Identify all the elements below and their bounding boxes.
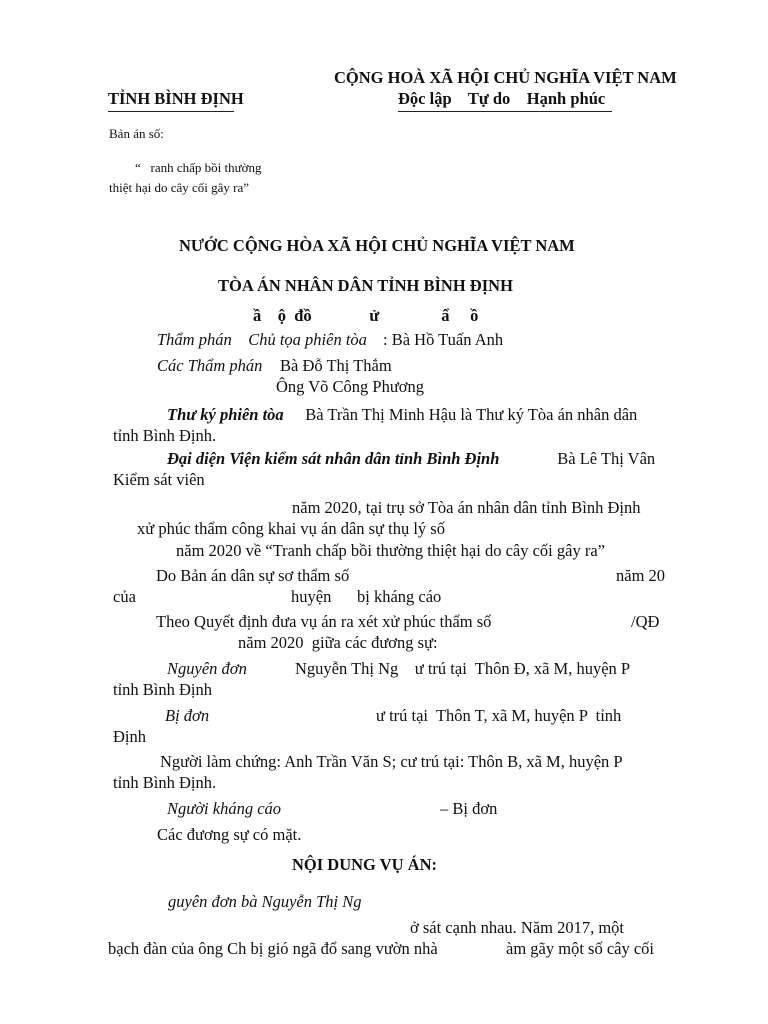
republic-header: CỘNG HOÀ XÃ HỘI CHỦ NGHĨA VIỆT NAM	[334, 68, 677, 87]
judge-2: Bà Đỗ Thị Thắm	[280, 356, 392, 375]
content-line-2: ở sát cạnh nhau. Năm 2017, một	[410, 918, 625, 937]
presiding-judge-value: : Bà Hồ Tuấn Anh	[383, 330, 504, 349]
plaintiff-value: Nguyễn Thị Ng ư trú tại Thôn Đ, xã M, huyện P	[295, 659, 631, 678]
paragraph-2-line-1a: Do Bản án dân sự sơ thẩm số	[156, 566, 350, 585]
parties-present: Các đương sự có mặt.	[157, 825, 302, 844]
appellant-value: – Bị đơn	[440, 799, 498, 818]
plaintiff-label: Nguyên đơn	[167, 659, 247, 678]
partial-heading: ầ ộ đồ ử ẩ ồ	[253, 306, 479, 325]
content-line-1: guyên đơn bà Nguyễn Thị Ng	[168, 892, 362, 911]
procuracy-continuation: Kiểm sát viên	[113, 470, 205, 489]
witness-continuation: tỉnh Bình Định.	[113, 773, 217, 792]
judges-label: Các Thẩm phán	[157, 356, 263, 375]
presiding-judge-label: Thẩm phán Chủ tọa phiên tòa	[157, 330, 367, 349]
country-title: NƯỚC CỘNG HÒA XÃ HỘI CHỦ NGHĨA VIỆT NAM	[179, 236, 575, 255]
paragraph-2-line-2c: bị kháng cáo	[357, 587, 442, 606]
motto-underline	[398, 111, 612, 112]
clerk-continuation: tỉnh Bình Định.	[113, 426, 217, 445]
paragraph-3-line-1a: Theo Quyết định đưa vụ án ra xét xử phúc thẩm số	[156, 612, 492, 631]
content-heading: NỘI DUNG VỤ ÁN:	[292, 855, 437, 874]
court-title: TÒA ÁN NHÂN DÂN TỈNH BÌNH ĐỊNH	[218, 276, 513, 295]
procuracy-value: Bà Lê Thị Vân	[549, 449, 656, 468]
paragraph-2-line-2a: của	[113, 587, 136, 606]
witness-line: Người làm chứng: Anh Trần Văn S; cư trú tại: Thôn B, xã M, huyện P	[160, 752, 623, 771]
paragraph-1-line-1: năm 2020, tại trụ sở Tòa án nhân dân tỉnh Bình Định	[292, 498, 641, 517]
case-subject-line2: thiệt hại do cây cối gây ra”	[109, 180, 250, 195]
defendant-label: Bị đơn	[165, 706, 210, 725]
defendant-value: ư trú tại Thôn T, xã M, huyện P tỉnh	[376, 706, 622, 725]
paragraph-1-line-3: năm 2020 về “Tranh chấp bồi thường thiệt hại do cây cối gây ra”	[176, 541, 605, 560]
content-line-3a: bạch đàn của ông Ch bị gió ngã đổ sang vườn nhà	[108, 939, 438, 958]
clerk-value: Bà Trần Thị Minh Hậu là Thư ký Tòa án nhân dân	[297, 405, 638, 424]
case-subject-line1: “ ranh chấp bồi thường	[135, 160, 262, 175]
paragraph-1-line-2: xử phúc thẩm công khai vụ án dân sự thụ lý số	[137, 519, 445, 538]
province-underline	[108, 111, 234, 112]
paragraph-2-line-1b: năm 20	[616, 566, 666, 585]
paragraph-3-line-2: năm 2020 giữa các đương sự:	[238, 633, 438, 652]
content-line-3b: àm gãy một số cây cối	[506, 939, 655, 958]
province-name: TỈNH BÌNH ĐỊNH	[108, 89, 244, 108]
plaintiff-continuation: tỉnh Bình Định	[113, 680, 213, 699]
case-number-label: Bản án số:	[109, 126, 164, 141]
appellant-label: Người kháng cáo	[167, 799, 282, 818]
paragraph-2-line-2b: huyện	[291, 587, 332, 606]
motto: Độc lập Tự do Hạnh phúc	[398, 89, 606, 108]
paragraph-3-line-1b: /QĐ	[631, 612, 660, 631]
judge-3: Ông Võ Công Phương	[276, 377, 425, 396]
procuracy-label: Đại diện Viện kiểm sát nhân dân tỉnh Bình Định	[167, 449, 500, 468]
clerk-label: Thư ký phiên tòa	[167, 405, 284, 424]
defendant-continuation: Định	[113, 727, 146, 746]
